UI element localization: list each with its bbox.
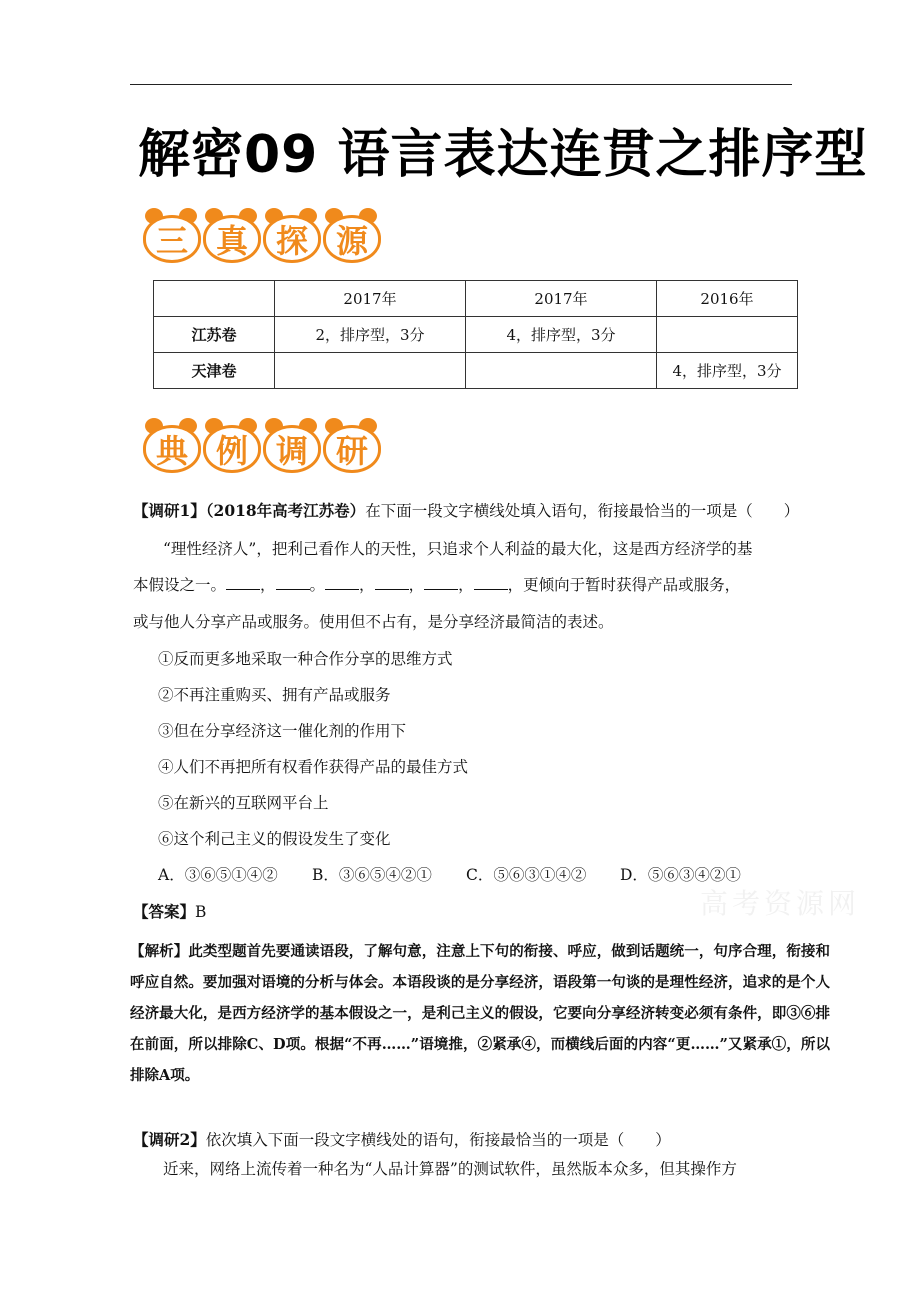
fill-blank (424, 575, 458, 590)
option-item: ③但在分享经济这一催化剂的作用下 (158, 722, 407, 740)
table-cell: 4，排序型，3分 (657, 353, 798, 389)
analysis-tag: 【解析】 (130, 943, 189, 960)
analysis-block (130, 936, 830, 1091)
question-1-passage-line: 或与他人分享产品或服务。使用但不占有，是分享经济最简洁的表述。 (133, 613, 614, 631)
table-cell: 4，排序型，3分 (466, 317, 657, 353)
badge-char: 源 (323, 208, 379, 258)
fill-blank (325, 575, 359, 590)
question-tag: 【调研1】 (133, 501, 206, 520)
badge-char: 典 (143, 418, 199, 468)
answer-line (133, 900, 206, 922)
header-rule (130, 84, 792, 85)
option-item: ①反而更多地采取一种合作分享的思维方式 (158, 650, 453, 668)
fill-blank (276, 575, 310, 590)
table-header-cell: 2016年 (657, 281, 798, 317)
fill-blank (474, 575, 508, 590)
watermark: 高考资源网 (700, 887, 861, 920)
badge-char: 探 (263, 208, 319, 258)
table-row (154, 353, 798, 389)
badge-char: 调 (263, 418, 319, 468)
choice-d: D．⑤⑥③④②① (620, 866, 741, 884)
exam-source-table (153, 280, 798, 389)
badge-char: 真 (203, 208, 259, 258)
badge-char: 研 (323, 418, 379, 468)
table-cell (275, 353, 466, 389)
table-row-label: 江苏卷 (154, 317, 275, 353)
question-1-passage-line: 本假设之一。 ， 。 ， ， ， ，更倾向于暂时获得产品或服务， (133, 576, 741, 594)
question-source: （2018年高考江苏卷） (205, 501, 366, 520)
table-row (154, 317, 798, 353)
analysis-text: 此类型题首先要通读语段，了解句意，注意上下句的衔接、呼应，做到话题统一，句序合理，衔接和呼应自然。要加强对语境的分析与体会。本语段谈的是分享经济，语段第一句谈的是理性经济，追求的是个人经济最大化，是西方经济学的基本假设之一，是利己主义的假设，它要向分享经济转变必须有条件，即③⑥排在前面，所以排除C、D项。根据“不再……”语境推，②紧承④，而横线后面的内容“更……”又紧承①，所以排除A项。 (130, 943, 830, 1084)
badge-char: 例 (203, 418, 259, 468)
question-tag: 【调研2】 (133, 1130, 206, 1149)
table-row-label: 天津卷 (154, 353, 275, 389)
choice-b: B．③⑥⑤④②① (312, 866, 432, 884)
table-header-cell (154, 281, 275, 317)
fill-blank (226, 575, 260, 590)
answer-tag: 【答案】 (133, 902, 196, 921)
choice-a: A．③⑥⑤①④② (158, 866, 278, 884)
fill-blank (375, 575, 409, 590)
question-2-heading (133, 1128, 671, 1150)
table-header-cell: 2017年 (275, 281, 466, 317)
option-item: ④人们不再把所有权看作获得产品的最佳方式 (158, 758, 469, 776)
question-1-heading (133, 499, 799, 521)
question-1-passage-line: “理性经济人”，把利己看作人的天性，只追求个人利益的最大化，这是西方经济学的基 (163, 540, 753, 558)
question-2-passage-line: 近来，网络上流传着一种名为“人品计算器”的测试软件，虽然版本众多，但其操作方 (163, 1160, 737, 1178)
table-header-cell: 2017年 (466, 281, 657, 317)
badge-char: 三 (143, 208, 199, 258)
section-badge-examples (143, 418, 379, 468)
option-item: ②不再注重购买、拥有产品或服务 (158, 686, 391, 704)
section-badge-sources (143, 208, 379, 258)
answer-value: B (195, 903, 207, 921)
table-cell: 2，排序型，3分 (275, 317, 466, 353)
question-prompt: 在下面一段文字横线处填入语句，衔接最恰当的一项是（ ） (365, 502, 800, 520)
option-item: ⑥这个利己主义的假设发生了变化 (158, 830, 391, 848)
table-cell (657, 317, 798, 353)
option-item: ⑤在新兴的互联网平台上 (158, 794, 329, 812)
choice-c: C．⑤⑥③①④② (466, 866, 587, 884)
page-title: 解密09 语言表达连贯之排序型 (138, 125, 868, 185)
table-cell (466, 353, 657, 389)
question-prompt: 依次填入下面一段文字横线处的语句，衔接最恰当的一项是（ ） (205, 1131, 671, 1149)
table-header-row (154, 281, 798, 317)
